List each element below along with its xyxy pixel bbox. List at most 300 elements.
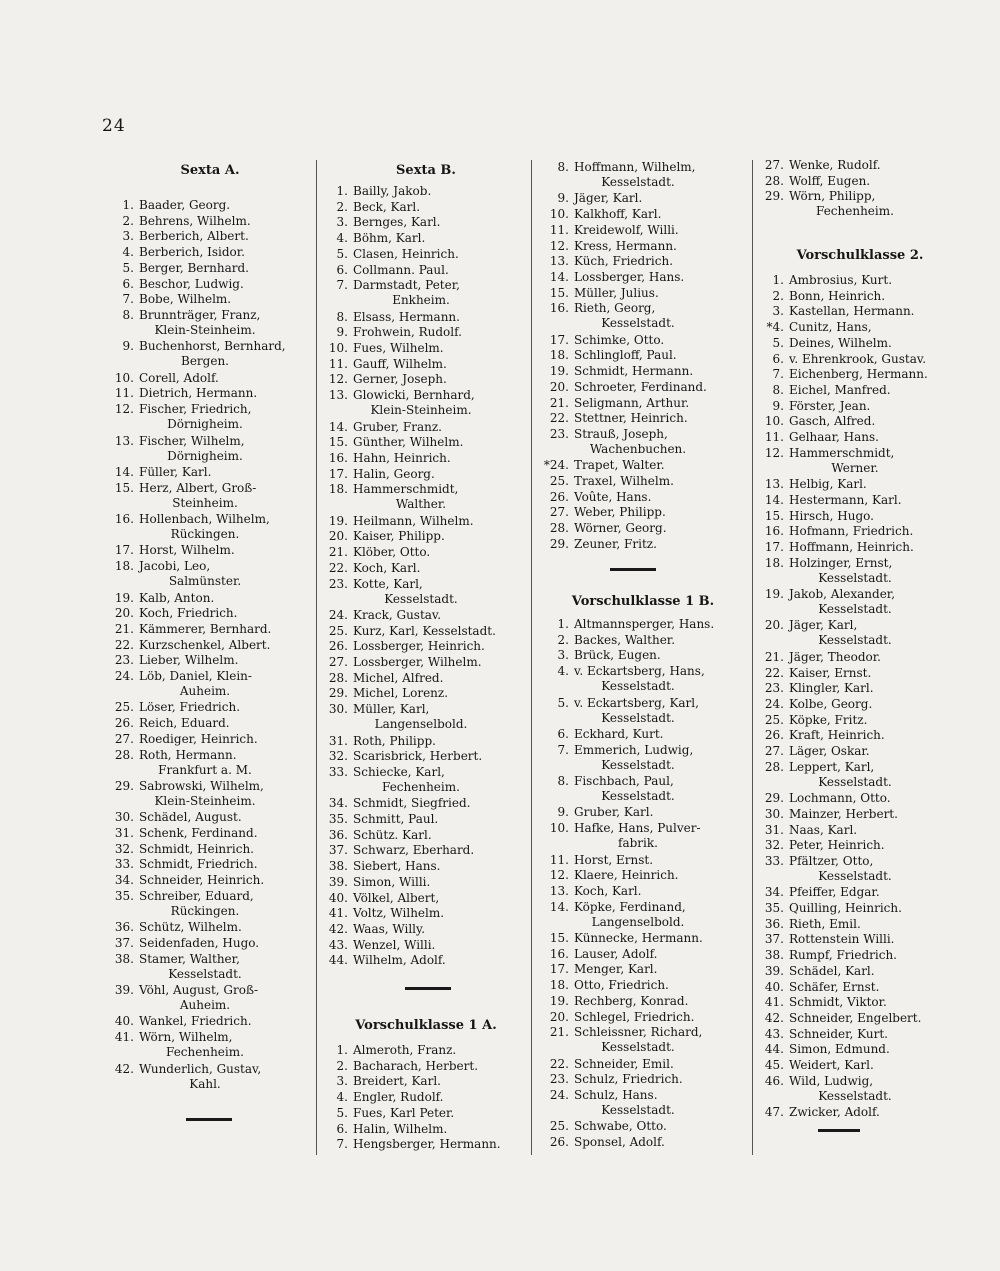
entry-name: Roth, Hermann.	[139, 747, 237, 762]
entry-continuation: Klein-Steinheim.	[370, 403, 472, 418]
list-item	[326, 765, 516, 795]
list-item	[326, 451, 451, 466]
entry-number: 27.	[764, 744, 784, 758]
entry-number: 7.	[336, 1137, 348, 1152]
entry-name: Bobe, Wilhelm.	[139, 292, 232, 307]
entry-number: 31.	[114, 826, 134, 840]
list-item	[110, 308, 300, 338]
list-item	[326, 231, 425, 246]
list-item	[326, 514, 474, 529]
list-item	[760, 367, 928, 382]
entry-number: 9.	[772, 398, 784, 413]
list-item	[543, 474, 674, 489]
entry-name: Schlegel, Friedrich.	[574, 1009, 695, 1024]
entry-name: Engler, Rudolf.	[353, 1090, 444, 1105]
entry-name: Halin, Georg.	[353, 466, 435, 481]
list-item	[110, 653, 238, 668]
entry-name: Wörn, Wilhelm,	[139, 1030, 233, 1045]
entry-name: Gruber, Franz.	[353, 419, 442, 434]
list-item	[760, 158, 881, 173]
entry-number: 26.	[549, 1135, 569, 1150]
entry-number: 1.	[772, 273, 784, 287]
entry-number: 41.	[114, 1030, 134, 1045]
entry-number: 29.	[114, 778, 134, 793]
entry-number: 29.	[764, 189, 784, 204]
entry-name: Wild, Ludwig,	[789, 1073, 874, 1088]
list-item	[760, 964, 875, 979]
entry-name: Hirsch, Hugo.	[789, 508, 874, 523]
entry-number: 16.	[549, 946, 569, 961]
column-rule	[316, 160, 317, 1155]
entry-name: Peter, Heinrich.	[789, 838, 885, 853]
list-item	[326, 1059, 478, 1074]
entry-number: 18.	[549, 348, 569, 363]
entry-name: Völkel, Albert,	[353, 890, 440, 905]
entry-name: Herz, Albert, Groß-	[139, 480, 257, 495]
list-item	[110, 402, 300, 432]
separator-rule	[186, 1118, 232, 1121]
entry-continuation: Kesselstadt.	[168, 966, 242, 981]
entry-name: Leppert, Karl,	[789, 759, 875, 774]
list-item	[110, 857, 258, 872]
entry-name: Koch, Karl.	[353, 560, 421, 575]
list-item	[543, 617, 714, 632]
list-item	[326, 263, 449, 278]
entry-name: Deines, Wilhelm.	[789, 335, 892, 350]
list-item	[760, 477, 867, 492]
list-item	[110, 606, 237, 621]
entry-name: Schiecke, Karl,	[353, 764, 445, 779]
list-item	[543, 900, 733, 930]
list-item	[543, 648, 661, 663]
entry-continuation: Fechenheim.	[816, 204, 894, 219]
entry-number: 4.	[336, 1090, 348, 1105]
entry-number: 10.	[549, 821, 569, 836]
entry-name: Glowicki, Bernhard,	[353, 388, 475, 403]
entry-number: 2.	[772, 288, 784, 303]
entry-name: Klaere, Heinrich.	[574, 868, 679, 883]
entry-continuation: Kesselstadt.	[818, 868, 892, 883]
entry-number: 27.	[764, 158, 784, 172]
list-item	[110, 277, 244, 292]
entry-name: Seidenfaden, Hugo.	[139, 935, 260, 950]
list-item	[326, 435, 463, 450]
entry-name: Gerner, Joseph.	[353, 372, 447, 387]
list-item	[326, 1137, 501, 1152]
list-item	[326, 200, 420, 215]
entry-name: Stettner, Heinrich.	[574, 411, 688, 426]
entry-name: Scarisbrick, Herbert.	[353, 749, 483, 764]
list-item	[326, 310, 460, 325]
list-item	[543, 254, 673, 269]
entry-name: Köpke, Fritz.	[789, 712, 868, 727]
entry-name: Schädel, Karl.	[789, 963, 875, 978]
entry-name: Roediger, Heinrich.	[139, 731, 258, 746]
entry-name: Löser, Friedrich.	[139, 700, 241, 715]
entry-name: Eichel, Manfred.	[789, 382, 891, 397]
entry-name: Behrens, Wilhelm.	[139, 213, 251, 228]
entry-continuation: Werner.	[831, 460, 879, 475]
entry-number: 35.	[114, 888, 134, 903]
entry-name: Pfeiffer, Edgar.	[789, 885, 880, 900]
list-item	[760, 304, 915, 319]
list-item	[760, 901, 902, 916]
entry-name: Rumpf, Friedrich.	[789, 948, 897, 963]
entry-name: Gasch, Alfred.	[789, 414, 876, 429]
entry-name: Lossberger, Wilhelm.	[353, 655, 482, 669]
list-item	[760, 728, 885, 743]
list-item	[326, 372, 447, 387]
list-item	[326, 561, 420, 576]
entry-number: 13.	[114, 433, 134, 448]
entry-name: Halin, Wilhelm.	[353, 1121, 448, 1136]
entry-number: 2.	[336, 1058, 348, 1073]
entry-name: Almeroth, Franz.	[353, 1043, 457, 1057]
list-item	[760, 540, 914, 555]
entry-name: Sabrowski, Wilhelm,	[139, 778, 264, 793]
entry-number: 16.	[328, 450, 348, 465]
list-item	[326, 891, 439, 906]
entry-continuation: Steinheim.	[172, 495, 238, 510]
entry-number: 6.	[772, 351, 784, 366]
section-heading: Vorschulklasse 1 A.	[355, 1018, 497, 1033]
list-item	[110, 543, 235, 558]
list-item	[543, 633, 675, 648]
entry-number: 33.	[764, 853, 784, 868]
entry-name: Schroeter, Ferdinand.	[574, 379, 707, 394]
entry-number: 42.	[764, 1010, 784, 1025]
list-item	[760, 760, 950, 790]
list-item	[543, 364, 693, 379]
entry-name: Pfältzer, Otto,	[789, 853, 874, 868]
list-item	[543, 1010, 694, 1025]
entry-name: Kalb, Anton.	[139, 590, 215, 605]
list-item	[543, 396, 689, 411]
entry-name: Schmidt, Siegfried.	[353, 796, 471, 811]
entry-name: Hahn, Heinrich.	[353, 450, 451, 465]
list-item	[543, 490, 651, 505]
entry-name: Strauß, Joseph,	[574, 426, 668, 441]
entry-continuation: Kesselstadt.	[384, 591, 458, 606]
entry-name: Beschor, Ludwig.	[139, 276, 244, 291]
entry-name: Wörner, Georg.	[574, 521, 667, 536]
entry-number: 13.	[764, 477, 784, 492]
entry-number: 11.	[114, 386, 134, 401]
list-item	[326, 467, 435, 482]
list-item	[760, 932, 895, 947]
entry-number: 25.	[549, 474, 569, 488]
list-item	[760, 1042, 890, 1057]
entry-number: 32.	[764, 838, 784, 853]
list-item	[760, 823, 857, 838]
page-number: 24	[102, 116, 126, 136]
entry-number: 21.	[764, 649, 784, 664]
list-item	[543, 947, 657, 962]
list-item	[543, 207, 661, 222]
list-item	[760, 791, 891, 806]
list-item	[543, 191, 642, 206]
list-item	[760, 995, 887, 1010]
entry-number: 23.	[114, 653, 134, 668]
entry-number: 19.	[114, 590, 134, 605]
list-item	[326, 1090, 444, 1105]
entry-number: 14.	[114, 464, 134, 479]
entry-continuation: Kesselstadt.	[601, 710, 675, 725]
entry-name: Rechberg, Konrad.	[574, 993, 689, 1008]
list-item	[326, 420, 442, 435]
entry-name: Schütz. Karl.	[353, 827, 432, 842]
entry-number: 41.	[764, 995, 784, 1010]
list-item	[760, 713, 867, 728]
list-item	[543, 411, 688, 426]
entry-number: 32.	[328, 749, 348, 764]
entry-number: 15.	[549, 285, 569, 300]
list-item	[760, 618, 950, 648]
list-item	[543, 1025, 733, 1055]
entry-number: 1.	[336, 184, 348, 198]
list-item	[760, 666, 871, 681]
entry-number: 29.	[764, 791, 784, 806]
entry-name: Müller, Julius.	[574, 285, 659, 300]
entry-number: 2.	[122, 213, 134, 228]
entry-name: Frohwein, Rudolf.	[353, 325, 462, 340]
entry-name: Berberich, Isidor.	[139, 245, 245, 260]
list-item	[110, 842, 254, 857]
list-item	[760, 807, 898, 822]
entry-name: Jacobi, Leo,	[139, 559, 211, 574]
entry-name: Fues, Wilhelm.	[353, 341, 444, 355]
entry-name: Kress, Hermann.	[574, 238, 677, 253]
entry-name: Wenzel, Willi.	[353, 937, 436, 952]
list-item	[110, 638, 270, 653]
entry-number: 7.	[336, 278, 348, 293]
entry-number: 16.	[114, 512, 134, 526]
entry-number: 20.	[328, 529, 348, 544]
entry-number: 46.	[764, 1073, 784, 1088]
entry-number: 30.	[328, 702, 348, 717]
list-item	[760, 509, 874, 524]
entry-continuation: Kesselstadt.	[601, 679, 675, 694]
entry-name: Mainzer, Herbert.	[789, 806, 898, 821]
list-item	[760, 430, 879, 445]
entry-number: 39.	[114, 983, 134, 997]
entry-continuation: Kesselstadt.	[601, 1103, 675, 1117]
entry-number: 40.	[114, 1014, 134, 1029]
list-item	[760, 352, 926, 367]
entry-continuation: Auheim.	[179, 684, 231, 698]
entry-name: Lieber, Wilhelm.	[139, 653, 239, 668]
entry-number: 33.	[114, 857, 134, 872]
entry-number: 32.	[114, 841, 134, 856]
entry-name: Hammerschmidt,	[353, 482, 459, 497]
list-item	[110, 952, 300, 982]
list-item	[326, 859, 440, 874]
entry-name: Otto, Friedrich.	[574, 978, 669, 993]
list-item	[326, 702, 516, 732]
entry-number: 14.	[549, 269, 569, 284]
list-item	[543, 1088, 733, 1118]
entry-number: 15.	[114, 480, 134, 495]
entry-name: Schleissner, Richard,	[574, 1025, 703, 1040]
list-item	[543, 1119, 667, 1134]
entry-name: Schulz, Hans.	[574, 1088, 658, 1102]
entry-number: 7.	[772, 367, 784, 382]
entry-name: Reich, Eduard.	[139, 716, 230, 731]
list-item	[543, 743, 733, 773]
entry-number: 17.	[764, 539, 784, 554]
entry-number: 23.	[764, 681, 784, 696]
list-item	[760, 587, 950, 617]
entry-name: Wolff, Eugen.	[789, 173, 871, 188]
entry-name: Simon, Edmund.	[789, 1042, 890, 1057]
entry-name: Hofmann, Friedrich.	[789, 524, 914, 539]
entry-number: 45.	[764, 1058, 784, 1072]
entry-name: Jäger, Karl.	[574, 191, 643, 206]
entry-number: 9.	[557, 805, 569, 820]
list-item	[760, 399, 870, 414]
entry-number: 7.	[557, 742, 569, 757]
entry-name: Schmidt, Hermann.	[574, 364, 694, 379]
entry-number: 2.	[557, 632, 569, 647]
entry-number: 23.	[549, 426, 569, 441]
entry-name: Kurzschenkel, Albert.	[139, 637, 271, 652]
entry-name: Ambrosius, Kurt.	[789, 273, 893, 287]
entry-number: 16.	[549, 301, 569, 316]
list-item	[326, 639, 485, 654]
list-item	[760, 948, 897, 963]
entry-name: Förster, Jean.	[789, 398, 871, 413]
entry-name: Seligmann, Arthur.	[574, 395, 690, 410]
entry-number: 14.	[549, 899, 569, 914]
entry-name: Fues, Karl Peter.	[353, 1105, 455, 1120]
entry-number: 29.	[549, 536, 569, 551]
entry-continuation: Kesselstadt.	[601, 789, 675, 803]
entry-continuation: Rückingen.	[170, 527, 240, 541]
entry-name: Altmannsperger, Hans.	[574, 617, 715, 631]
entry-number: 19.	[764, 587, 784, 601]
list-item	[326, 875, 430, 890]
entry-name: Stamer, Walther,	[139, 951, 240, 966]
list-item	[110, 983, 300, 1013]
entry-name: Waas, Willy.	[353, 921, 426, 936]
list-item	[110, 371, 219, 386]
list-item	[110, 936, 259, 951]
list-item	[760, 744, 870, 759]
entry-number: 18.	[114, 559, 134, 574]
list-item	[110, 512, 300, 542]
entry-number: 37.	[764, 932, 784, 947]
entry-number: 44.	[328, 953, 348, 968]
entry-name: Zwicker, Adolf.	[789, 1105, 880, 1120]
entry-name: Wenke, Rudolf.	[789, 158, 881, 172]
entry-name: Simon, Willi.	[353, 874, 431, 889]
entry-name: Künnecke, Hermann.	[574, 931, 703, 945]
entry-number: 20.	[549, 1009, 569, 1024]
entry-number: 9.	[336, 325, 348, 340]
entry-number: 24.	[328, 607, 348, 622]
entry-number: 9.	[557, 191, 569, 206]
list-item	[543, 853, 653, 868]
list-item	[543, 301, 733, 331]
entry-number: 24.	[114, 669, 134, 683]
list-item	[326, 953, 446, 968]
entry-number: *4.	[766, 320, 784, 335]
entry-number: 12.	[549, 868, 569, 883]
list-item	[543, 994, 688, 1009]
entry-number: 3.	[336, 1074, 348, 1089]
list-item	[110, 386, 257, 401]
entry-name: Schmidt, Heinrich.	[139, 841, 254, 856]
entry-number: 6.	[557, 726, 569, 741]
column-rule	[752, 160, 753, 1155]
entry-number: 4.	[336, 231, 348, 246]
entry-name: Breidert, Karl.	[353, 1074, 441, 1089]
entry-number: 11.	[549, 222, 569, 237]
list-item	[326, 686, 448, 701]
entry-number: 25.	[114, 700, 134, 715]
entry-number: 5.	[772, 335, 784, 350]
entry-number: 28.	[328, 670, 348, 685]
list-item	[760, 556, 950, 586]
entry-name: Emmerich, Ludwig,	[574, 742, 694, 757]
entry-name: Backes, Walther.	[574, 632, 676, 647]
entry-name: Kastellan, Hermann.	[789, 304, 915, 319]
entry-name: Küch, Friedrich.	[574, 254, 674, 269]
entry-number: 21.	[328, 545, 348, 560]
list-item	[110, 214, 251, 229]
entry-name: Darmstadt, Peter,	[353, 278, 460, 293]
entry-name: Wörn, Philipp,	[789, 189, 876, 204]
entry-number: 1.	[557, 617, 569, 631]
entry-continuation: Langenselbold.	[374, 717, 468, 732]
separator-rule	[610, 568, 656, 571]
entry-number: 26.	[328, 639, 348, 654]
list-item	[543, 1057, 674, 1072]
entry-number: 36.	[114, 920, 134, 935]
entry-continuation: Kesselstadt.	[601, 757, 675, 772]
entry-number: 15.	[764, 508, 784, 523]
entry-name: Schneider, Heinrich.	[139, 873, 265, 888]
entry-name: Klingler, Karl.	[789, 681, 874, 696]
list-item	[543, 1072, 683, 1087]
entry-name: Jäger, Theodor.	[789, 649, 881, 664]
entry-name: Lossberger, Hans.	[574, 269, 685, 284]
entry-number: 10.	[328, 341, 348, 355]
entry-name: Schütz, Wilhelm.	[139, 920, 242, 935]
list-item	[326, 482, 516, 512]
list-item	[543, 696, 733, 726]
list-item	[543, 427, 733, 457]
entry-number: 12.	[114, 402, 134, 417]
entry-number: 3.	[336, 215, 348, 230]
entry-number: 5.	[336, 1105, 348, 1120]
entry-number: 8.	[557, 160, 569, 174]
entry-continuation: Fechenheim.	[382, 779, 460, 794]
list-item	[326, 843, 474, 858]
list-item	[760, 289, 885, 304]
entry-number: 38.	[114, 951, 134, 966]
list-item	[543, 333, 664, 348]
list-item	[760, 414, 875, 429]
entry-name: Läger, Oskar.	[789, 744, 870, 758]
entry-number: 3.	[772, 304, 784, 319]
entry-name: Kotte, Karl,	[353, 576, 423, 591]
entry-name: Fischbach, Paul,	[574, 774, 674, 788]
entry-name: Michel, Alfred.	[353, 670, 444, 685]
entry-number: 43.	[764, 1026, 784, 1041]
list-item	[326, 655, 482, 670]
entry-name: Helbig, Karl.	[789, 477, 867, 492]
